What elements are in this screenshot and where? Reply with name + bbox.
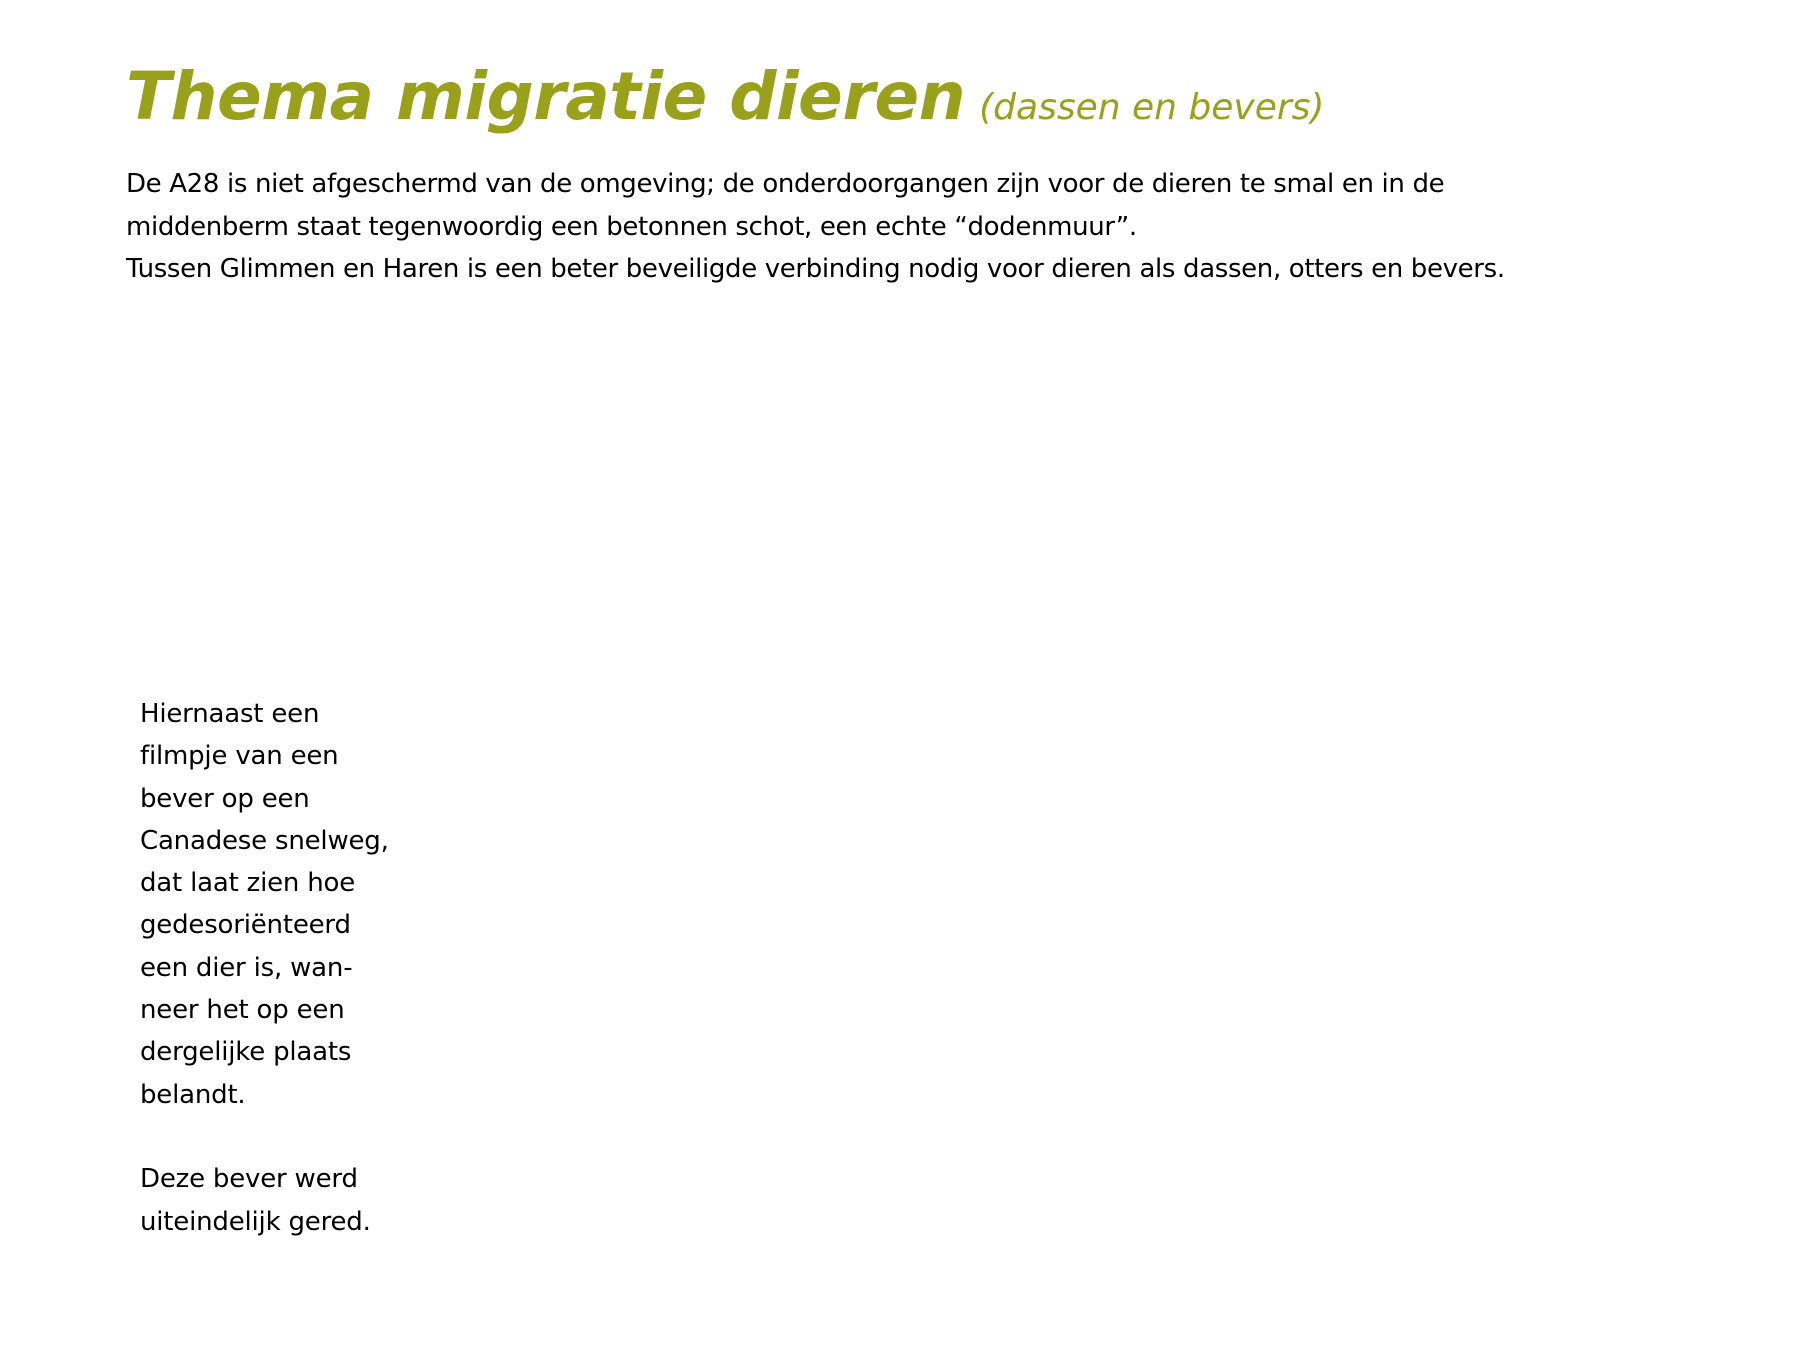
title-main: Thema migratie dieren	[126, 58, 966, 135]
caption-line: bever op een	[140, 783, 310, 814]
intro-line: De A28 is niet afgeschermd van de omgeving; de onderdoorgangen zijn voor de dieren te smal en in de	[126, 169, 1445, 199]
page-title	[126, 58, 1324, 135]
intro-line: Tussen Glimmen en Haren is een beter beveiligde verbinding nodig voor dieren als dassen, otters en bevers.	[126, 254, 1505, 284]
closing-line: Deze bever werd	[140, 1164, 358, 1195]
title-subtitle: (dassen en bevers)	[979, 87, 1325, 128]
caption-line: een dier is, wan-	[140, 952, 353, 983]
caption-line: neer het op een	[140, 995, 345, 1026]
caption-line: dergelijke plaats	[140, 1037, 352, 1068]
intro-line: middenberm staat tegenwoordig een betonnen schot, een echte “dodenmuur”.	[126, 211, 1137, 242]
intro-paragraph	[126, 163, 1746, 291]
caption-line: dat laat zien hoe	[140, 868, 356, 899]
caption-line: gedesoriënteerd	[140, 910, 351, 941]
closing-line: uiteindelijk gered.	[140, 1206, 371, 1237]
caption-line: filmpje van een	[140, 741, 339, 772]
video-caption	[140, 693, 440, 1243]
caption-line: belandt.	[140, 1079, 246, 1110]
caption-line: Canadese snelweg,	[140, 825, 389, 856]
paragraph-gap	[140, 1116, 440, 1158]
caption-line: Hiernaast een	[140, 699, 320, 729]
